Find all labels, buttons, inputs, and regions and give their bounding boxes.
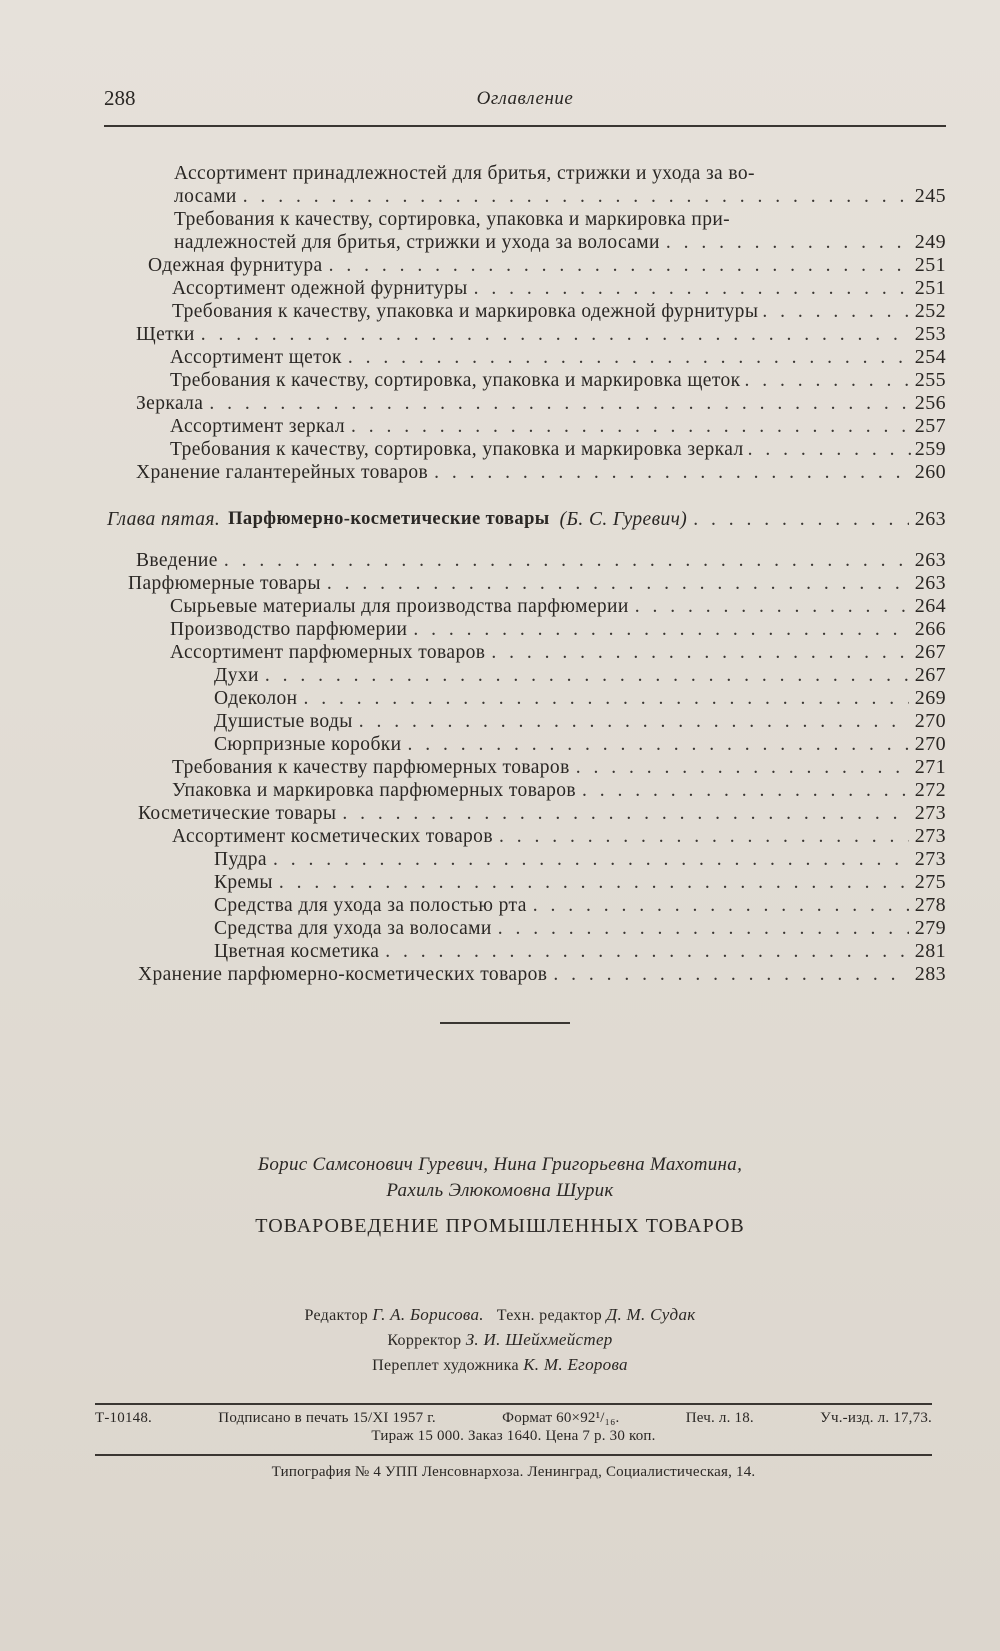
toc-entry-label: Ассортимент парфюмерных товаров: [170, 642, 486, 663]
toc-entry: [170, 415, 946, 438]
toc-entry-page: 251: [914, 254, 946, 276]
toc-entry-page: 263: [914, 572, 946, 594]
toc-entry-label: Цветная косметика: [214, 941, 380, 962]
toc-entry-page: 266: [914, 618, 946, 640]
toc-entry-page: 253: [914, 323, 946, 345]
toc-entry-label: Одеколон: [214, 688, 298, 709]
leader-dots: [474, 277, 909, 300]
imprint-signed: Подписано в печать 15/XI 1957 г.: [218, 1410, 436, 1426]
toc-entry-page: 273: [914, 802, 946, 824]
toc-entry-label: Душистые воды: [214, 711, 353, 732]
leader-dots: [201, 323, 909, 346]
leader-dots: [499, 825, 909, 848]
toc-entry-page: 267: [914, 641, 946, 663]
leader-dots: [553, 963, 908, 986]
section-divider: [440, 1022, 570, 1024]
credits-line-proofreader: [0, 1328, 1000, 1353]
imprint-rule-top: [95, 1403, 932, 1405]
leader-dots: [762, 300, 910, 323]
toc-entry: [214, 894, 946, 917]
leader-dots: [666, 231, 909, 254]
toc-entry-page: 255: [914, 369, 946, 391]
toc-entry-page: 269: [914, 687, 946, 709]
toc-entry-page: 271: [914, 756, 946, 778]
toc-chapter-entry: [107, 508, 946, 531]
toc-entry-page: 270: [914, 733, 946, 755]
toc-entry-label: Введение: [136, 550, 218, 571]
imprint-line: [95, 1410, 932, 1427]
leader-dots: [533, 894, 909, 917]
binding-label: Переплет художника: [372, 1357, 519, 1374]
toc-entry: [170, 595, 946, 618]
toc-entry-label: Зеркала: [136, 393, 204, 414]
toc-entry-page: 270: [914, 710, 946, 732]
credits-line-editors: [0, 1303, 1000, 1328]
toc-entry-label: надлежностей для бритья, стрижки и ухода за волосами: [174, 232, 660, 253]
toc-entry-label: Средства для ухода за волосами: [214, 918, 492, 939]
running-head: Оглавление: [476, 88, 574, 109]
toc-entry-page: 259: [914, 438, 946, 460]
toc-entry-page: 279: [914, 917, 946, 939]
leader-dots: [265, 664, 909, 687]
toc-entry: [170, 641, 946, 664]
toc-entry: [172, 277, 946, 300]
toc-entry-page: 275: [914, 871, 946, 893]
toc-entry: [128, 572, 946, 595]
toc-entry: [214, 917, 946, 940]
leader-dots: [359, 710, 909, 733]
toc-entry-label: Ассортимент щеток: [170, 347, 342, 368]
toc-entry: [174, 231, 946, 254]
toc-entry-label: Сюрпризные коробки: [214, 734, 402, 755]
toc-entry: [214, 733, 946, 756]
chapter-title: Парфюмерно-косметические товары: [228, 509, 550, 529]
toc-entry-page: 273: [914, 825, 946, 847]
leader-dots: [342, 802, 908, 825]
toc-entry-page: 257: [914, 415, 946, 437]
toc-entry-label: Средства для ухода за полостью рта: [214, 895, 527, 916]
toc-entry-label: Духи: [214, 665, 259, 686]
toc-entry: [170, 346, 946, 369]
leader-dots: [351, 415, 909, 438]
toc-entry: [214, 848, 946, 871]
toc-entry-page: 245: [914, 185, 946, 207]
toc-entry-page: 263: [914, 549, 946, 571]
toc-entry-page: 254: [914, 346, 946, 368]
toc-entry-page: 260: [914, 461, 946, 483]
toc-entry-line: Ассортимент принадлежностей для бритья, стрижки и ухода за во-: [174, 163, 755, 184]
leader-dots: [582, 779, 909, 802]
toc-entry: [138, 963, 946, 986]
toc-entry-page: 249: [914, 231, 946, 253]
leader-dots: [329, 254, 909, 277]
toc-entry-label: Парфюмерные товары: [128, 573, 321, 594]
leader-dots: [279, 871, 909, 894]
toc-entry: [172, 779, 946, 802]
toc-entry-label: Сырьевые материалы для производства парфюмерии: [170, 596, 629, 617]
imprint-run-order-price: Тираж 15 000. Заказ 1640. Цена 7 р. 30 коп.: [371, 1428, 656, 1444]
toc-entry: [172, 300, 946, 323]
toc-entry: [214, 871, 946, 894]
leader-dots: [385, 940, 909, 963]
leader-dots: [304, 687, 909, 710]
leader-dots: [273, 848, 909, 871]
toc-entry-page: 267: [914, 664, 946, 686]
toc-entry: [170, 618, 946, 641]
imprint-printer: Типография № 4 УПП Ленсовнархоза. Ленинград, Социалистическая, 14.: [271, 1464, 756, 1480]
leader-dots: [209, 392, 908, 415]
tech-editor-label: Техн. редактор: [496, 1307, 603, 1324]
imprint-rule-bottom: [95, 1454, 932, 1456]
imprint-pub-sheets: Уч.-изд. л. 17,73.: [820, 1410, 932, 1426]
toc-entry-label: Требования к качеству, упаковка и маркировка одежной фурнитуры: [172, 301, 759, 322]
toc-entry-label: Кремы: [214, 872, 273, 893]
toc-entry-page: 272: [914, 779, 946, 801]
leader-dots: [491, 641, 908, 664]
imprint-sheets: Печ. л. 18.: [685, 1410, 754, 1426]
toc-entry-label: Ассортимент косметических товаров: [172, 826, 493, 847]
toc-entry-page: 252: [914, 300, 946, 322]
toc-entry-page: 251: [914, 277, 946, 299]
toc-entry-page: 283: [914, 963, 946, 985]
toc-entry: [172, 825, 946, 848]
toc-entry-page: 256: [914, 392, 946, 414]
leader-dots: [413, 618, 908, 641]
toc-entry-label: Ассортимент зеркал: [170, 416, 345, 437]
toc-entry-page: 281: [914, 940, 946, 962]
credits-block: [0, 1303, 1000, 1378]
toc-entry-line: Требования к качеству, сортировка, упаковка и маркировка при-: [174, 209, 731, 230]
page-header: [104, 86, 946, 122]
toc-entry: [136, 392, 946, 415]
header-rule: [104, 125, 946, 127]
toc-entry: [148, 254, 946, 277]
editor-label: Редактор: [304, 1307, 369, 1324]
leader-dots: [745, 369, 911, 392]
leader-dots: [434, 461, 909, 484]
toc-entry-label: Одежная фурнитура: [148, 255, 323, 276]
proofreader-name: З. И. Шейхмейстер: [465, 1330, 613, 1349]
toc-entry-page: 263: [914, 508, 946, 530]
toc-entry-page: 273: [914, 848, 946, 870]
toc-entry-label: Хранение парфюмерно-косметических товаров: [138, 964, 548, 985]
authors-line: Борис Самсонович Гуревич, Нина Григорьевна Махотина,: [257, 1154, 743, 1175]
authors-line: Рахиль Элюкомовна Шурик: [386, 1180, 614, 1201]
toc-entry-label: лосами: [174, 186, 237, 207]
toc-entry-label: Хранение галантерейных товаров: [136, 462, 429, 483]
leader-dots: [748, 438, 911, 461]
tech-editor-name: Д. М. Судак: [606, 1305, 696, 1324]
page-number: 288: [104, 86, 136, 110]
toc-entry-label: Пудра: [214, 849, 267, 870]
leader-dots: [327, 572, 909, 595]
toc-entry: [172, 756, 946, 779]
toc-entry-label: Требования к качеству, сортировка, упаковка и маркировка щеток: [170, 370, 741, 391]
toc-entry-label: Щетки: [136, 324, 195, 345]
leader-dots: [576, 756, 909, 779]
leader-dots: [243, 185, 909, 208]
imprint-code: Т-10148.: [95, 1410, 153, 1426]
chapter-author: (Б. С. Гуревич): [559, 509, 688, 530]
toc-entry-label: Производство парфюмерии: [170, 619, 408, 640]
proofreader-label: Корректор: [387, 1332, 462, 1349]
toc-entry-label: Упаковка и маркировка парфюмерных товаров: [172, 780, 577, 801]
toc-entry-page: 278: [914, 894, 946, 916]
toc-entry: [136, 323, 946, 346]
toc-entry: [214, 664, 946, 687]
toc-entry: [214, 940, 946, 963]
authors-block: [0, 1152, 1000, 1204]
credits-line-binding: [0, 1353, 1000, 1378]
toc-entry-label: Требования к качеству парфюмерных товаров: [172, 757, 570, 778]
toc-entry: [170, 369, 946, 392]
imprint-format: Формат 60×92¹/₁₆.: [502, 1410, 620, 1426]
toc-entry: [170, 438, 946, 461]
toc-entry: [136, 461, 946, 484]
book-title: ТОВАРОВЕДЕНИЕ ПРОМЫШЛЕННЫХ ТОВАРОВ: [255, 1215, 745, 1237]
leader-dots: [407, 733, 908, 756]
toc-entry: [136, 549, 946, 572]
toc-entry: [138, 802, 946, 825]
toc-entry-label: Косметические товары: [138, 803, 337, 824]
toc-entry: [174, 185, 946, 208]
leader-dots: [224, 549, 909, 572]
leader-dots: [498, 917, 909, 940]
toc-entry-label: Требования к качеству, сортировка, упаковка и маркировка зеркал: [170, 439, 744, 460]
chapter-prefix: Глава пятая.: [107, 509, 221, 530]
toc-entry-page: 264: [914, 595, 946, 617]
leader-dots: [693, 508, 909, 531]
binding-artist-name: К. М. Егорова: [523, 1355, 628, 1374]
leader-dots: [348, 346, 909, 369]
toc-entry: [214, 710, 946, 733]
editor-name: Г. А. Борисова.: [372, 1305, 484, 1324]
toc-entry-label: Ассортимент одежной фурнитуры: [172, 278, 468, 299]
leader-dots: [635, 595, 909, 618]
toc-entry: [214, 687, 946, 710]
